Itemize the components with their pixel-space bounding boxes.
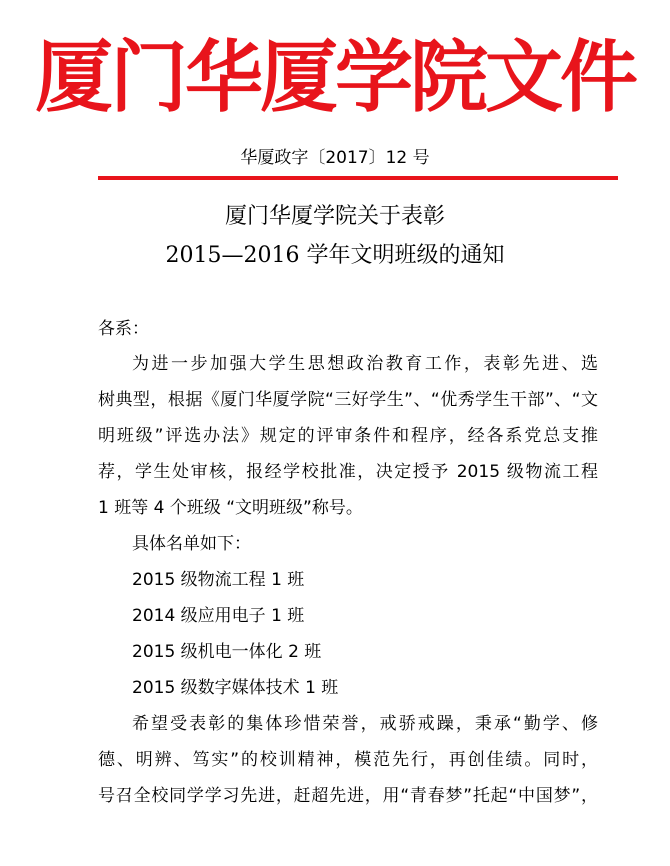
- list-intro: 具体名单如下：: [132, 534, 251, 554]
- red-separator-rule: [98, 176, 618, 180]
- notice-title-line-1: 厦门华厦学院关于表彰: [224, 204, 445, 229]
- paragraph-2-line: 号召全校同学学习先进，赶超先进，用“青春梦”托起“中国梦”，: [98, 786, 598, 806]
- paragraph-1-line: 为进一步加强大学生思想政治教育工作，表彰先进、选: [132, 354, 598, 374]
- salutation: 各系：: [98, 319, 149, 339]
- paragraph-1-line: 1 班等 4 个班级 “文明班级”称号。: [98, 498, 363, 518]
- document-number: 华厦政字〔2017〕12 号: [240, 148, 430, 168]
- class-list-item: 2014 级应用电子 1 班: [132, 606, 305, 626]
- paragraph-1-line: 荐，学生处审核，报经学校批准，决定授予 2015 级物流工程: [98, 462, 598, 482]
- paragraph-1-line: 明班级”评选办法》规定的评审条件和程序，经各系党总支推: [98, 426, 598, 446]
- paragraph-2-line: 德、明辨、笃实”的校训精神，模范先行，再创佳绩。同时，: [98, 750, 598, 770]
- class-list-item: 2015 级物流工程 1 班: [132, 570, 305, 590]
- class-list-item: 2015 级机电一体化 2 班: [132, 642, 322, 662]
- paragraph-2-line: 希望受表彰的集体珍惜荣誉，戒骄戒躁，秉承“勤学、修: [132, 714, 598, 734]
- document-header-title: 厦门华厦学院文件: [34, 32, 635, 123]
- class-list-item: 2015 级数字媒体技术 1 班: [132, 678, 339, 698]
- paragraph-1-line: 树典型，根据《厦门华厦学院“三好学生”、“优秀学生干部”、“文: [98, 390, 598, 410]
- notice-title-line-2: 2015—2016 学年文明班级的通知: [165, 243, 505, 268]
